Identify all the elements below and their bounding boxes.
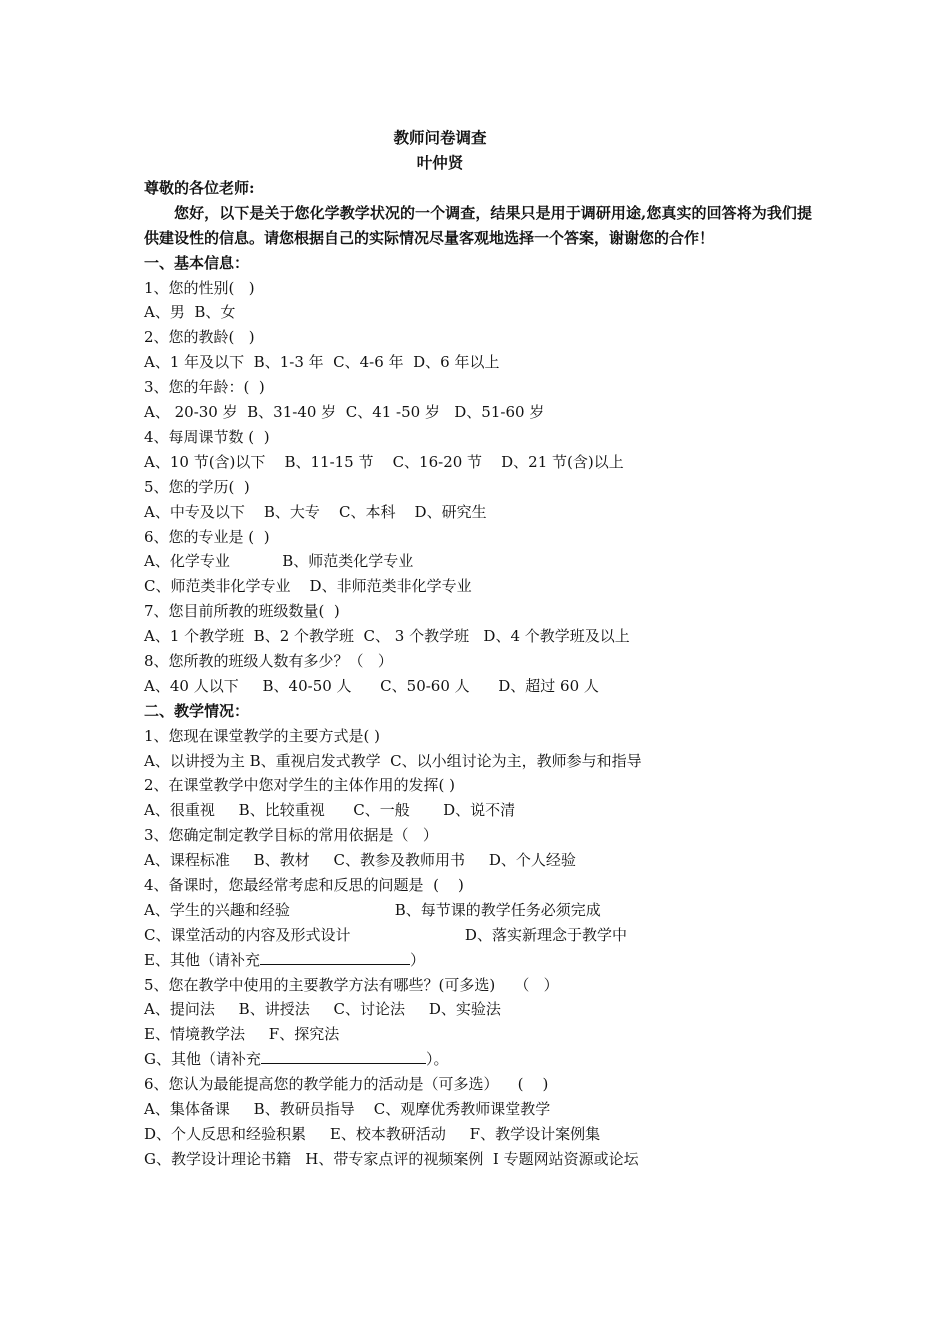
question-line: 2、您的教龄( ) [144,328,255,347]
other-fill-line [144,1047,812,1072]
question-line: 5、您的学历( ) [144,477,250,496]
question-line: 3、您确定制定教学目标的常用依据是（ ） [144,826,438,845]
question-line: 4、备课时，您最经常考虑和反思的问题是 ( ) [144,875,464,894]
document-title: 教师问卷调查 [393,128,487,147]
greeting: 尊敬的各位老师: [144,179,255,197]
fill-in-blank[interactable] [260,948,410,965]
answer-options-line: A、化学专业 B、师范类化学专业 [144,552,414,571]
answer-options-line: A、 20-30 岁 B、31-40 岁 C、41 -50 岁 D、51-60 岁 [144,403,545,422]
question-line: 1、您的性别( ) [144,278,255,297]
intro-paragraph: 您好，以下是关于您化学教学状况的一个调查，结果只是用于调研用途,您真实的回答将为我们提供建设性的信息。请您根据自己的实际情况尽量客观地选择一个答案，谢谢您的合作！ [144,203,812,247]
answer-options-line: G、教学设计理论书籍 H、带专家点评的视频案例 I 专题网站资源或论坛 [144,1149,639,1168]
answer-options-line: A、以讲授为主 B、重视启发式教学 C、以小组讨论为主，教师参与和指导 [144,751,642,770]
question-line: 7、您目前所教的班级数量( ) [144,602,340,621]
answer-options-line: A、10 节(含)以下 B、11-15 节 C、16-20 节 D、21 节(含)以上 [144,452,624,471]
question-line: 2、在课堂教学中您对学生的主体作用的发挥( ) [144,776,456,795]
document-body [144,176,812,1172]
answer-options-line: A、很重视 B、比较重视 C、一般 D、说不清 [144,801,516,820]
answer-options-line: A、1 年及以下 B、1-3 年 C、4-6 年 D、6 年以上 [144,353,500,372]
other-label: G、其他（请补充 [144,1050,261,1069]
question-line: 6、您认为最能提高您的教学能力的活动是（可多选） ( ) [144,1075,549,1094]
question-line: 8、您所教的班级人数有多少？（ ） [144,651,393,670]
question-line: 3、您的年龄：( ) [144,378,265,397]
question-line: 4、每周课节数 ( ) [144,427,270,446]
section-basic-info [144,276,812,699]
document-author: 叶仲贤 [416,153,464,172]
section-teaching [144,724,812,1172]
question-line: 5、您在教学中使用的主要教学方法有哪些？(可多选) （ ） [144,975,559,994]
answer-options-line: A、学生的兴趣和经验 B、每节课的教学任务必须完成 [144,900,601,919]
other-close: ） [409,950,425,969]
fill-in-blank[interactable] [261,1047,426,1064]
other-close: ）。 [425,1050,449,1069]
answer-options-line: A、40 人以下 B、40-50 人 C、50-60 人 D、超过 60 人 [144,676,599,695]
section-heading-basic-info: 一、基本信息： [144,253,250,272]
question-line: 1、您现在课堂教学的主要方式是( ) [144,726,381,745]
answer-options-line: A、提问法 B、讲授法 C、讨论法 D、实验法 [144,1000,501,1019]
section-heading-teaching: 二、教学情况： [144,701,250,720]
answer-options-line: E、情境教学法 F、探究法 [144,1025,340,1044]
answer-options-line: A、男 B、女 [144,303,236,322]
answer-options-line: C、课堂活动的内容及形式设计 D、落实新理念于教学中 [144,925,627,944]
answer-options-line: A、中专及以下 B、大专 C、本科 D、研究生 [144,502,487,521]
other-label: E、其他（请补充 [144,950,260,969]
answer-options-line: D、个人反思和经验积累 E、校本教研活动 F、教学设计案例集 [144,1124,601,1143]
question-line: 6、您的专业是 ( ) [144,527,270,546]
answer-options-line: C、师范类非化学专业 D、非师范类非化学专业 [144,577,472,596]
answer-options-line: A、课程标准 B、教材 C、教参及教师用书 D、个人经验 [144,851,576,870]
answer-options-line: A、集体备课 B、教研员指导 C、观摩优秀教师课堂教学 [144,1099,551,1118]
other-fill-line [144,948,812,973]
answer-options-line: A、1 个教学班 B、2 个教学班 C、 3 个教学班 D、4 个教学班及以上 [144,627,630,646]
